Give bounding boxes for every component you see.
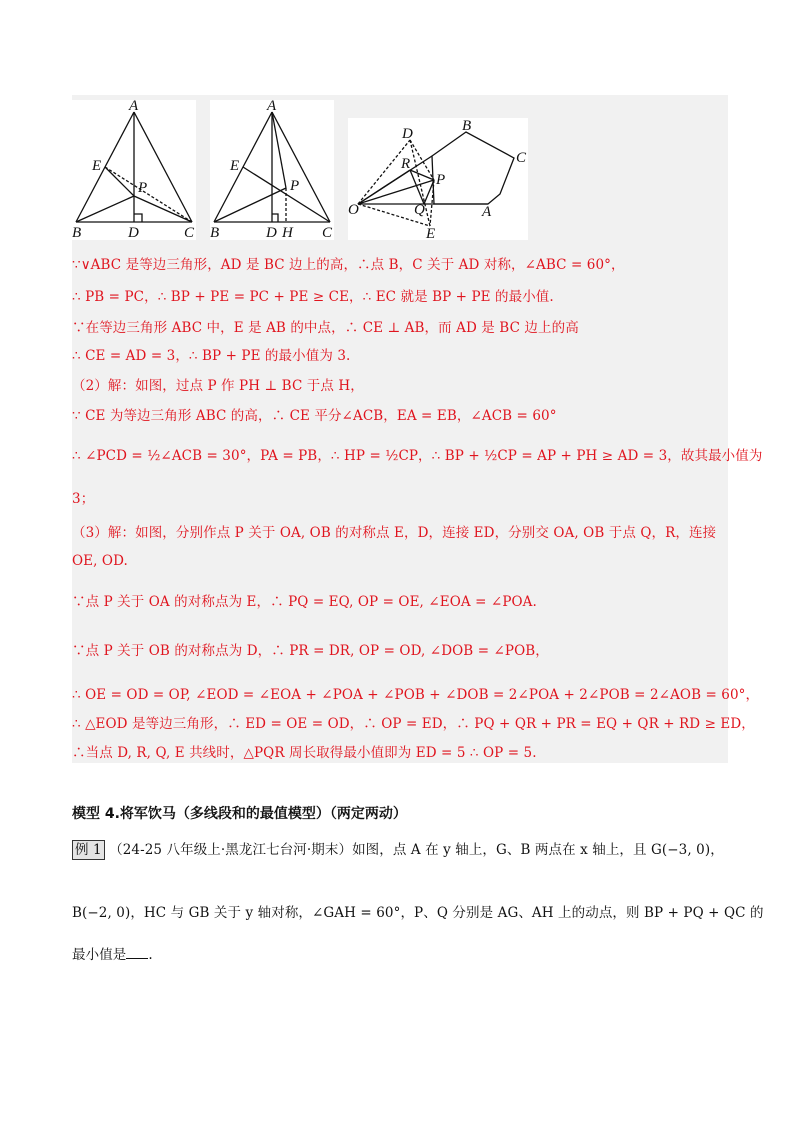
figure-1 (72, 100, 196, 240)
fig2-label-c: C (322, 225, 333, 240)
solution-line-12: ∵点 P 关于 OB 的对称点为 D，∴ PR = DR, OP = OD, ∠DOB = ∠POB， (72, 643, 549, 659)
solution-line-15: ∴当点 D, R, Q, E 共线时，△PQR 周长取得最小值即为 ED = 5 ∴ OP = 5. (72, 745, 537, 761)
example-line-2: B(−2, 0)，HC 与 GB 关于 y 轴对称，∠GAH = 60°，P、Q 分别是 AG、AH 上的动点，则 BP + PQ + QC 的 (72, 905, 764, 921)
fig1-label-e: E (92, 158, 102, 174)
fig3-label-q: Q (414, 202, 425, 218)
fig3-label-c: C (516, 150, 527, 166)
example-text-3: 最小值是 (72, 947, 127, 963)
fig3-label-o: O (348, 202, 359, 218)
fig2-label-d: D (266, 225, 277, 240)
fig3-label-e: E (426, 226, 436, 240)
solution-line-11: ∵点 P 关于 OA 的对称点为 E，∴ PQ = EQ, OP = OE, ∠EOA = ∠POA. (72, 594, 537, 610)
fig2-label-h: H (282, 225, 293, 240)
fig1-label-d: D (128, 225, 139, 240)
fig3-label-a: A (482, 204, 492, 220)
solution-line-5: （2）解：如图，过点 P 作 PH ⊥ BC 于点 H， (72, 378, 364, 394)
solution-line-2: ∴ PB = PC，∴ BP + PE = PC + PE ≥ CE，∴ EC 就是 BP + PE 的最小值. (72, 289, 554, 305)
fig2-label-a: A (267, 100, 277, 114)
fig3-label-d: D (402, 126, 413, 142)
fig1-label-b: B (72, 225, 82, 240)
solution-line-14: ∴ △EOD 是等边三角形，∴ ED = OE = OD，∴ OP = ED，∴ PQ + QR + PR = EQ + QR + RD ≥ ED， (72, 716, 755, 732)
figure-3 (348, 118, 528, 240)
solution-line-3: ∵在等边三角形 ABC 中，E 是 AB 的中点，∴ CE ⊥ AB，而 AD 是 BC 边上的高 (72, 320, 579, 336)
solution-line-4: ∴ CE = AD = 3，∴ BP + PE 的最小值为 3. (72, 348, 351, 364)
solution-line-8: 3； (72, 491, 95, 507)
solution-line-7: ∴ ∠PCD = ½∠ACB = 30°，PA = PB，∴ HP = ½CP，∴ BP + ½CP = AP + PH ≥ AD = 3，故其最小值为 (72, 448, 763, 464)
fig3-label-p: P (436, 172, 446, 188)
fig2-label-p: P (290, 178, 300, 194)
fig1-label-a: A (129, 100, 139, 114)
figure-2 (210, 100, 334, 240)
solution-line-9: （3）解：如图，分别作点 P 关于 OA, OB 的对称点 E，D，连接 ED，分别交 OA, OB 于点 Q，R，连接 (72, 525, 717, 541)
solution-line-6: ∵ CE 为等边三角形 ABC 的高，∴ CE 平分∠ACB，EA = EB，∠ACB = 60° (72, 408, 557, 424)
fig1-label-c: C (184, 225, 195, 240)
solution-line-10: OE, OD. (72, 553, 128, 569)
example-line-1 (72, 840, 724, 860)
example-label: 例 1 (72, 840, 105, 860)
fig2-label-b: B (210, 225, 220, 240)
solution-line-1: ∵∨ABC 是等边三角形，AD 是 BC 边上的高，∴点 B，C 关于 AD 对称，∠ABC = 60°， (72, 257, 625, 273)
fig3-label-r: R (401, 156, 411, 172)
fig3-label-b: B (462, 118, 472, 134)
answer-blank[interactable] (126, 944, 148, 959)
example-line-3: 最小值是 . (72, 944, 153, 965)
solution-line-13: ∴ OE = OD = OP, ∠EOD = ∠EOA + ∠POA + ∠POB + ∠DOB = 2∠POA + 2∠POB = 2∠AOB = 60°， (72, 687, 760, 703)
example-text-1: （24-25 八年级上·黑龙江七台河·期末）如图，点 A 在 y 轴上，G、B 两点在 x 轴上，且 G(−3, 0)， (109, 842, 724, 858)
section-heading: 模型 4.将军饮马（多线段和的最值模型）（两定两动） (72, 806, 407, 822)
fig1-label-p: P (138, 180, 148, 196)
fig2-label-e: E (230, 158, 240, 174)
